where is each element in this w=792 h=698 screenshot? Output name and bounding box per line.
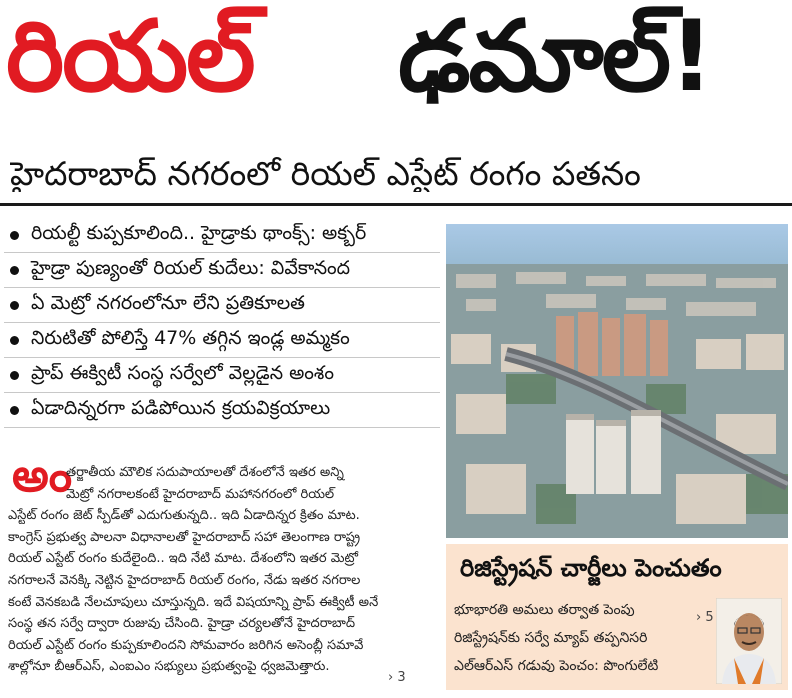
box-title: రిజిస్ట్రేషన్ చార్జీలు పెంచుతం <box>460 554 722 582</box>
bullet-dot-icon <box>10 266 19 275</box>
bullet-dot-icon <box>10 231 19 240</box>
city-aerial-photo <box>446 224 788 538</box>
bullet-dot-icon <box>10 301 19 310</box>
box-line: భూభారతి అమలు తర్వాత పెంపు <box>454 602 635 618</box>
headline-black-word: ఢమాల్! <box>398 0 712 114</box>
article-line: కంటే వెనకబడి నేలచూపులు చూస్తున్నది. ఇదే విషయాన్ని ప్రాప్ ఈక్విటీ అనే <box>8 594 379 610</box>
box-line: రిజిస్ట్రేషన్‌కు సర్వే మ్యాప్ తప్పనిసరి <box>454 630 648 646</box>
article-line: తర్జాతీయ మౌలిక సదుపాయాలతో దేశంలోనే ఇతర అన్ని <box>66 465 344 480</box>
headline <box>0 0 792 150</box>
bullet-list <box>4 218 440 428</box>
article-line: సంస్థ తన సర్వే ద్వారా రుజువు చేసింది. హైడ్రా చర్యలతోనే హైదరాబాద్ <box>8 616 356 632</box>
article-line: రియల్ ఎస్టేట్ రంగం కుదేలైంది.. ఇది నేటి మాట. దేశంలోని ఇతర మెట్రో <box>8 551 358 567</box>
bullet-dot-icon <box>10 371 19 380</box>
bullet-text: ఏడాదిన్నరగా పడిపోయిన క్రయవిక్రయాలు <box>31 396 331 419</box>
bullet-item <box>4 393 440 428</box>
box-line: ఎల్ఆర్ఎస్ గడువు పెంచం: పొంగులేటి <box>454 658 659 674</box>
bullet-text: ఏ మెట్రో నగరంలోనూ లేని ప్రతికూలత <box>31 291 305 314</box>
bullet-item <box>4 218 440 253</box>
bullet-text: నిరుటితో పోలిస్తే 47% తగ్గిన ఇండ్ల అమ్మకం <box>31 326 350 349</box>
continued-page-link[interactable]: › 3 <box>388 670 406 685</box>
registration-charges-box <box>446 544 788 690</box>
article-line: మెట్రో నగరాలకంటే హైదరాబాద్ మహానగరంలో రియల్ <box>66 486 335 502</box>
article-line: కాంగ్రెస్ ప్రభుత్వ పాలనా విధానాలతో హైదరాబాద్ సహా తెలంగాణ రాష్ట్ర <box>8 529 361 545</box>
bullet-item <box>4 323 440 358</box>
article-line: శాల్లోనూ బీఆర్ఎస్, ఎంఐఎం సభ్యులు ప్రభుత్వంపై ధ్వజమెత్తారు. <box>8 659 330 675</box>
bullet-item <box>4 288 440 323</box>
article-line: ఎస్టేట్ రంగం జెట్ స్పీడ్‌తో ఎదుగుతున్నది.. ఇది ఏడాదిన్నర క్రితం మాట. <box>8 508 360 524</box>
article-body <box>8 462 444 678</box>
bullet-item <box>4 358 440 393</box>
bullet-dot-icon <box>10 406 19 415</box>
headline-red-word: రియల్ <box>6 0 254 114</box>
bullet-text: రియల్టీ కుప్పకూలింది.. హైడ్రాకు థాంక్స్: అక్బర్ <box>31 221 367 244</box>
article-line: నగరాలనే వెనక్కి నెట్టిన హైదరాబాద్ రియల్ రంగం, నేడు ఇతర నగరాల <box>8 572 361 588</box>
box-continued-page-link[interactable]: › 5 <box>696 610 714 625</box>
bullet-item <box>4 253 440 288</box>
divider-rule <box>0 203 792 206</box>
bullet-dot-icon <box>10 336 19 345</box>
bullet-text: హైడ్రా పుణ్యంతో రియల్ కుదేలు: వివేకానంద <box>31 256 351 279</box>
bullet-text: ప్రాప్ ఈక్విటీ సంస్థ సర్వేలో వెల్లడైన అంశం <box>31 361 335 384</box>
drop-cap: అం <box>12 448 73 502</box>
article-line: రియల్ ఎస్టేట్ రంగం కుప్పకూలిందని సోమవారం జరిగిన అసెంబ్లీ సమావే <box>8 637 364 653</box>
minister-portrait <box>716 598 782 684</box>
subheadline: హైదరాబాద్ నగరంలో రియల్ ఎస్టేట్ రంగం పతనం <box>10 156 641 193</box>
